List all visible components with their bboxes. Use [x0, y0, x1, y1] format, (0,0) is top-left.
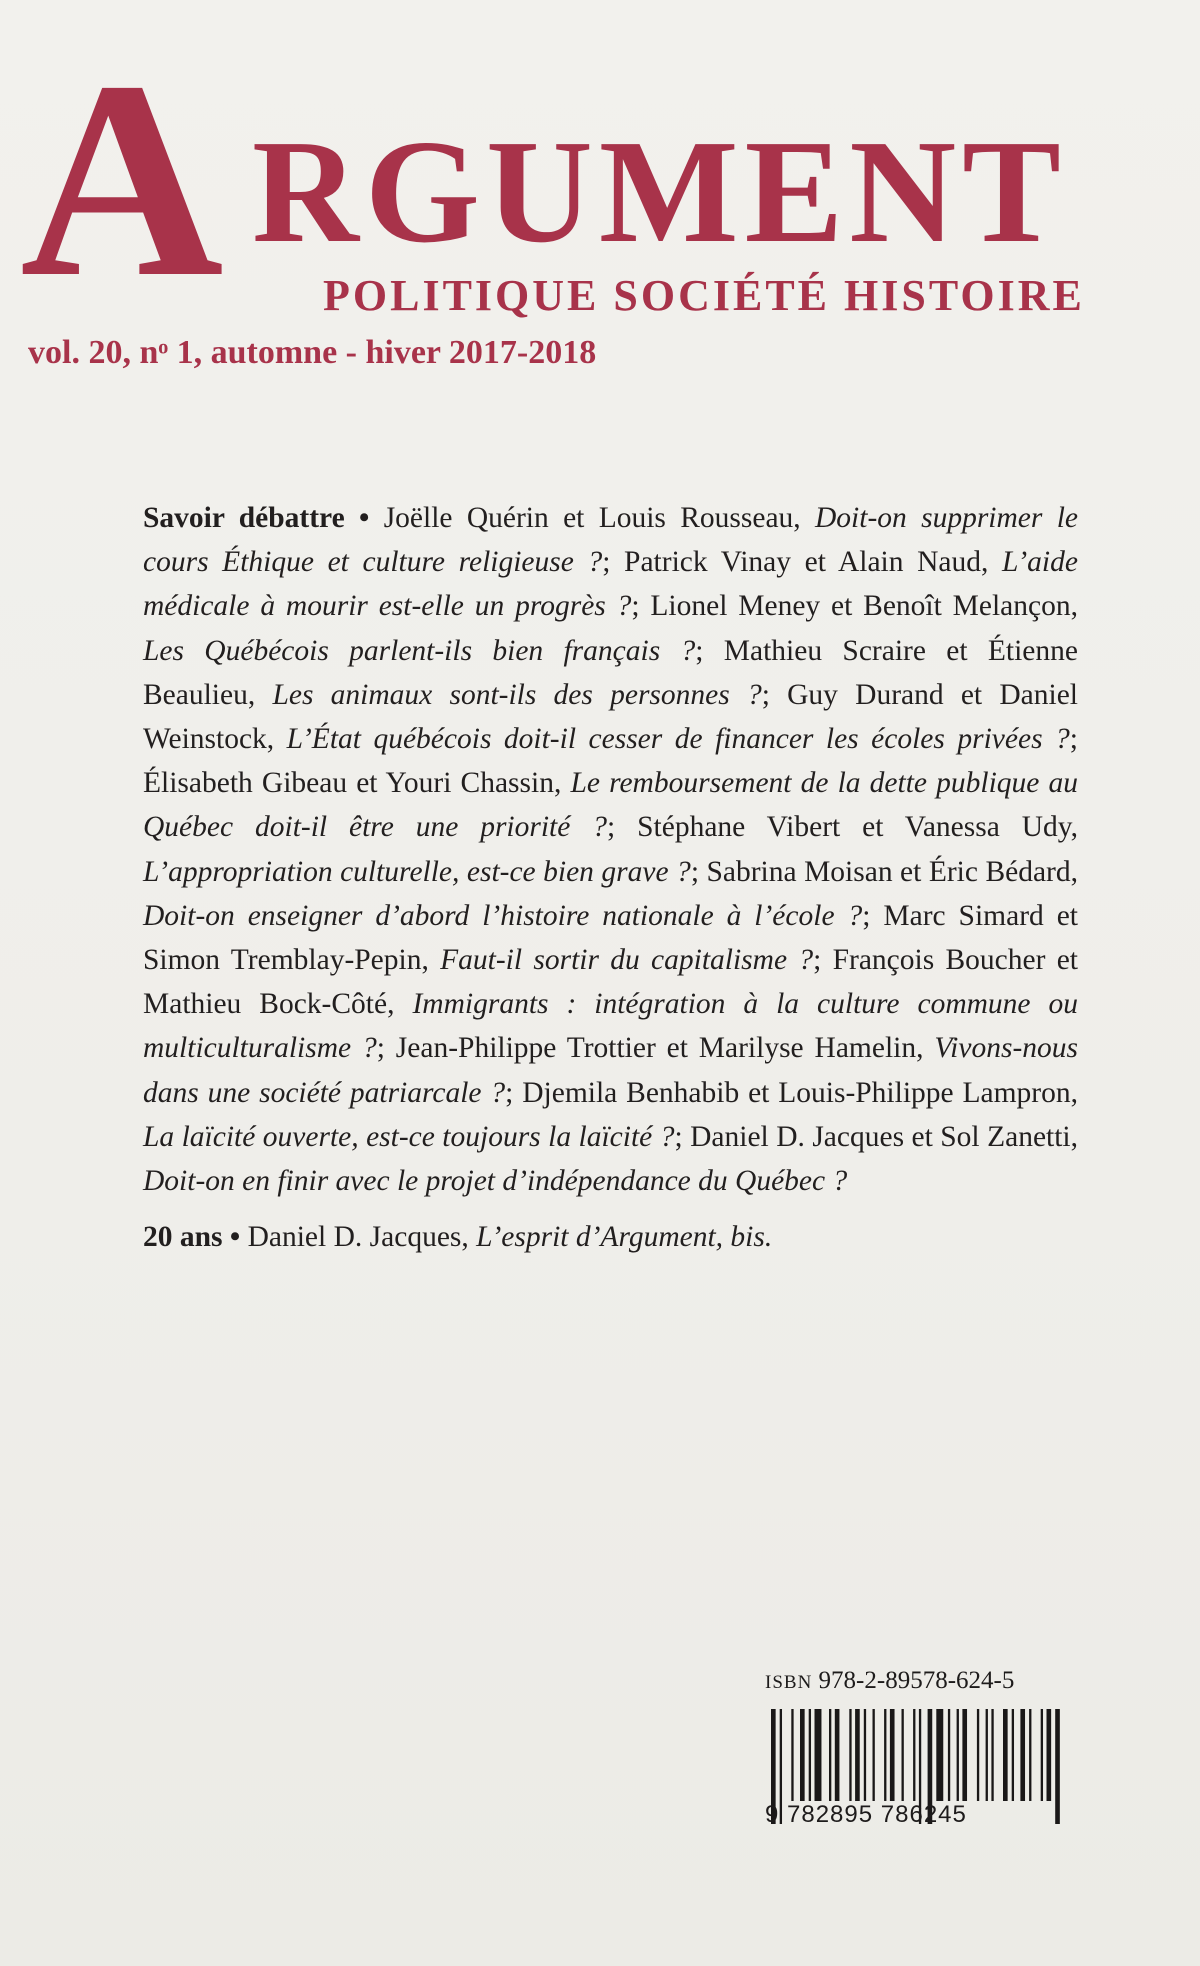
barcode-bar [902, 1709, 904, 1801]
section-entries [248, 1221, 773, 1253]
barcode-bar [884, 1709, 886, 1801]
isbn-number: 978-2-89578-624-5 [818, 1667, 1015, 1694]
barcode-bar [873, 1709, 875, 1801]
article-title: L’État québécois doit-il cesser de financer les écoles privées ? [286, 723, 1070, 756]
barcode-bar [815, 1709, 822, 1801]
bullet: • [359, 502, 370, 534]
article-title: La laïcité ouverte, est-ce toujours la laïcité ? [143, 1120, 675, 1153]
journal-title-initial: A [20, 23, 220, 335]
article-authors: ; Sabrina Moisan et Éric Bédard, [690, 855, 1079, 888]
barcode-bar [1029, 1709, 1031, 1801]
section-entries [143, 502, 1078, 1197]
bullet: • [229, 1221, 241, 1254]
barcode-bar [829, 1709, 831, 1801]
article-authors: ; Guy Durand et Daniel Weinstock, [143, 678, 1078, 756]
journal-title-rest: RGUMENT [252, 110, 1067, 274]
barcode-bar [957, 1709, 959, 1801]
barcode-bar [809, 1709, 811, 1801]
article-authors: Daniel D. Jacques, [247, 1221, 477, 1254]
article-authors: ; Élisabeth Gibeau et Youri Chassin, [143, 723, 1078, 800]
article-title: Doit-on en finir avec le projet d’indépendance du Québec ? [143, 1165, 848, 1198]
article-title: Les Québécois parlent-ils bien français ? [143, 634, 696, 667]
barcode-bar [1047, 1709, 1052, 1801]
article-title: Doit-on supprimer le cours Éthique et culture religieuse ? [143, 502, 1078, 579]
isbn-block [765, 1667, 1065, 1828]
article-title: L’aide médicale à mourir est-elle un progrès ? [143, 546, 1078, 623]
article-authors: ; Stéphane Vibert et Vanessa Udy, [607, 811, 1079, 844]
article-title: Vivons-nous dans une société patriarcale ? [143, 1032, 1078, 1109]
barcode-bar [962, 1709, 967, 1801]
article-authors: ; Patrick Vinay et Alain Naud, [602, 546, 1003, 579]
barcode-bar [1041, 1709, 1043, 1801]
article-authors: ; Jean-Philippe Trottier et Marilyse Hamelin, [376, 1032, 935, 1065]
barcode-bar [849, 1709, 851, 1801]
barcode-bar [948, 1709, 950, 1801]
section-label: Savoir débattre [143, 502, 345, 534]
article-authors: ; Lionel Meney et Benoît Melançon, [631, 590, 1078, 623]
article-title: L’appropriation culturelle, est-ce bien grave ? [143, 855, 691, 888]
article-authors: ; Djemila Benhabib et Louis-Philippe Lampron, [505, 1076, 1079, 1109]
barcode-bar [913, 1709, 915, 1801]
barcode-bar [791, 1709, 793, 1801]
issue-info: vol. 20, nᵒ 1, automne - hiver 2017-2018 [28, 334, 597, 371]
barcode-bar [1003, 1709, 1008, 1801]
isbn-label: ISBN [765, 1672, 813, 1693]
table-of-contents [143, 496, 1078, 1271]
article-authors: ; Mathieu Scraire et Étienne Beaulieu, [143, 634, 1078, 711]
barcode-bar [991, 1709, 993, 1801]
barcode-bar [855, 1709, 860, 1801]
article-title: Le remboursement de la dette publique au Québec doit-il être une priorité ? [143, 767, 1078, 844]
article-title: Faut-il sortir du capitalisme ? [440, 944, 814, 977]
article-title: Doit-on enseigner d’abord l’histoire nationale à l’école ? [143, 899, 863, 932]
section-label: 20 ans [143, 1221, 223, 1254]
section-savoir-debattre [143, 496, 1078, 1203]
article-title: Les animaux sont-ils des personnes ? [272, 678, 762, 711]
section-20-ans [143, 1215, 1078, 1259]
isbn-text [765, 1667, 1065, 1695]
article-title: L’esprit d’Argument, bis. [476, 1221, 773, 1254]
barcode-bar [864, 1709, 866, 1801]
article-authors: ; Daniel D. Jacques et Sol Zanetti, [674, 1120, 1078, 1153]
barcode-bar [936, 1709, 943, 1801]
barcode-bar [1055, 1709, 1060, 1824]
barcode-digits: 9 782895 786245 [765, 1801, 967, 1828]
barcode-bar [986, 1709, 988, 1801]
article-authors: ; François Boucher et Mathieu Bock-Côté, [143, 944, 1078, 1021]
article-authors: ; Marc Simard et Simon Tremblay-Pepin, [143, 899, 1078, 977]
article-title: Immigrants : intégration à la culture commune ou multiculturalisme ? [143, 988, 1079, 1065]
article-authors: Joëlle Quérin et Louis Rousseau, [383, 502, 815, 534]
barcode-bar [1012, 1709, 1014, 1801]
masthead [20, 23, 1190, 335]
barcode-bar [1020, 1709, 1025, 1801]
barcode-bar [977, 1709, 979, 1801]
barcode-bar [835, 1709, 840, 1801]
barcode-bar [800, 1709, 805, 1801]
journal-subtitle: POLITIQUE SOCIÉTÉ HISTOIRE [323, 271, 1085, 320]
barcode-bar [890, 1709, 895, 1801]
